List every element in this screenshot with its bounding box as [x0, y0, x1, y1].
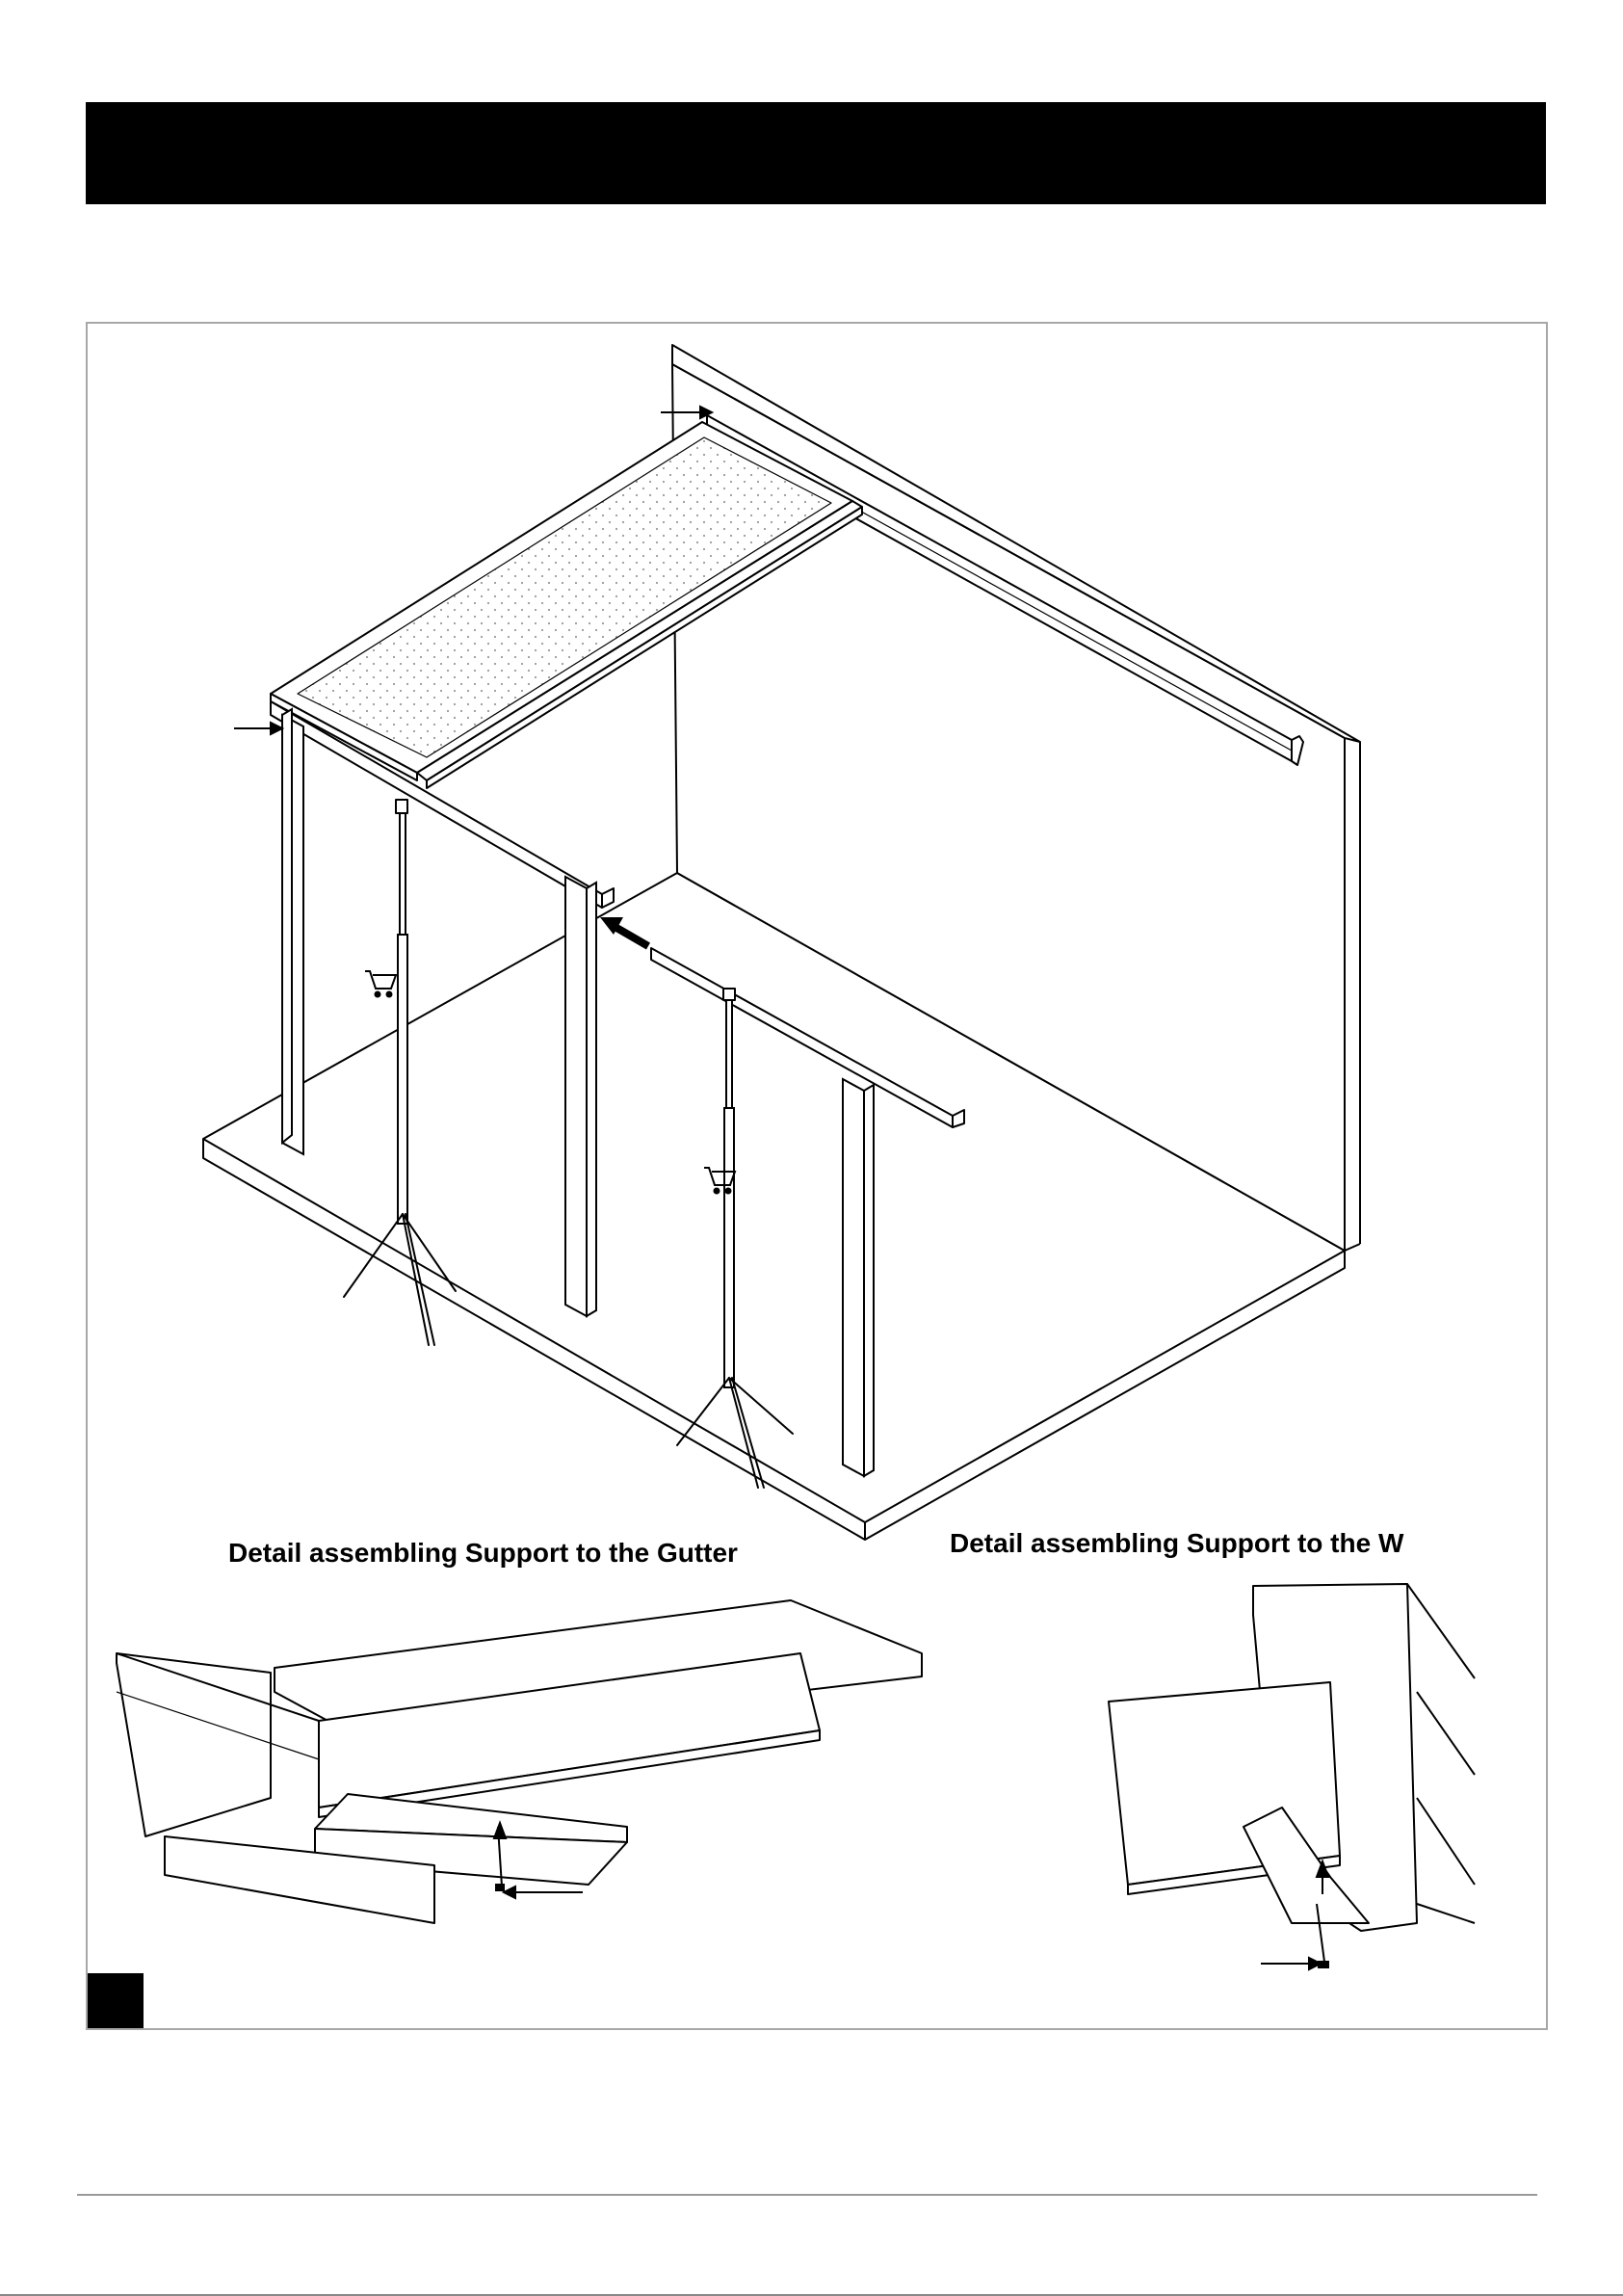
assembly-diagram — [88, 324, 1546, 2028]
caption-gutter-detail: Detail assembling Support to the Gutter — [228, 1538, 738, 1568]
footer-rule — [77, 2194, 1537, 2196]
step-number-box — [88, 1973, 144, 2028]
gutter-detail-drawing — [117, 1600, 922, 1923]
header-bar — [86, 102, 1546, 204]
shopping-cart-icon — [365, 971, 396, 997]
figure-frame — [86, 322, 1548, 2030]
caption-wall-detail: Detail assembling Support to the W — [950, 1528, 1404, 1558]
wall-detail-drawing — [1109, 1584, 1475, 1931]
back-post — [843, 1079, 874, 1476]
